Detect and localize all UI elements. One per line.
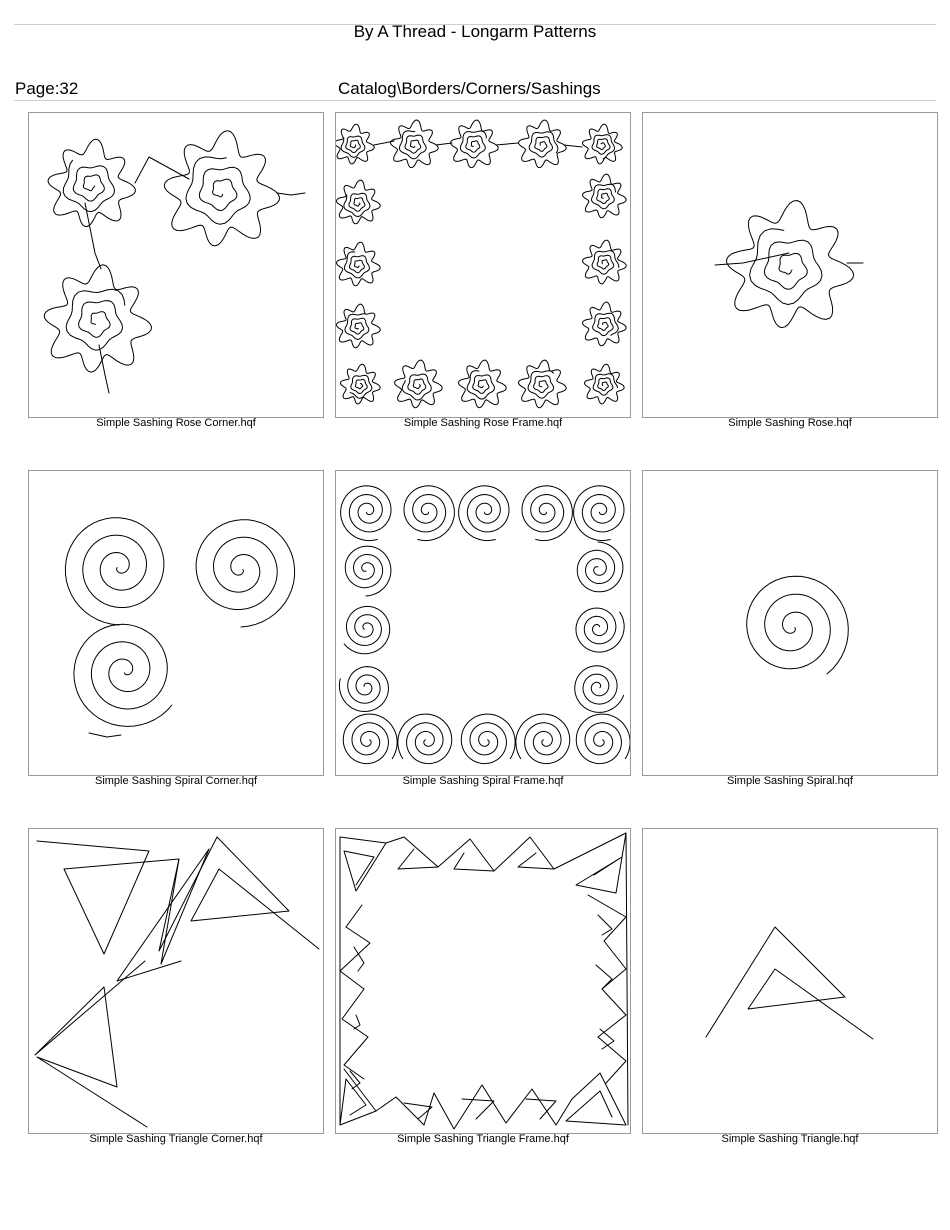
pattern-tile-triangle-frame[interactable] — [335, 828, 631, 1134]
rose-outline — [583, 174, 627, 218]
spiral-mark — [345, 546, 391, 596]
triangle-line — [600, 1029, 614, 1049]
rose-swirl — [341, 136, 365, 157]
spiral-drawing — [643, 471, 937, 775]
triangle-line — [340, 905, 370, 1079]
pattern-caption: Simple Sashing Triangle Frame.hqf — [397, 1133, 569, 1145]
triangle-line — [159, 837, 319, 951]
pattern-tile-rose[interactable] — [642, 112, 938, 418]
rose-connector — [436, 143, 452, 145]
rose-swirl — [345, 314, 369, 340]
rose-swirl — [593, 374, 617, 396]
rose-connector — [496, 143, 518, 145]
spiral-mark — [522, 486, 572, 541]
triangle-line — [340, 837, 386, 891]
pattern-tile-spiral-frame[interactable] — [335, 470, 631, 776]
triangle-frame-drawing — [336, 829, 630, 1133]
triangle-line — [35, 961, 147, 1127]
rose-drawing — [643, 113, 937, 417]
rose-swirl — [344, 193, 370, 216]
spiral-corner-drawing — [29, 471, 323, 775]
rose-swirl — [592, 135, 614, 159]
catalog-path: Catalog\Borders/Corners/Sashings — [338, 79, 601, 98]
rose-outline — [583, 302, 627, 346]
rose-connector — [564, 145, 582, 147]
spiral-mark — [404, 486, 454, 541]
rose-outline — [519, 360, 567, 408]
pattern-caption: Simple Sashing Rose Corner.hqf — [96, 417, 256, 429]
triangle-line — [404, 1103, 432, 1119]
spiral-mark — [516, 714, 570, 764]
pattern-tile-triangle[interactable] — [642, 828, 938, 1134]
spiral-mark — [577, 542, 623, 592]
triangle-corner-drawing — [29, 829, 323, 1133]
rose-outline — [337, 304, 381, 348]
rose-swirl — [186, 157, 250, 224]
triangle-line — [626, 833, 628, 1125]
rose-outline — [451, 120, 499, 168]
spiral-mark — [344, 606, 390, 653]
rose-outline — [44, 265, 151, 372]
spiral-mark — [65, 518, 163, 625]
rose-connector — [277, 193, 305, 195]
triangle-line — [588, 895, 626, 1083]
rose-outline — [336, 124, 374, 164]
triangle-line — [566, 1073, 626, 1125]
triangle-line — [438, 839, 494, 871]
triangle-line — [554, 833, 626, 893]
pattern-caption: Simple Sashing Spiral Frame.hqf — [402, 775, 564, 787]
triangle-line — [494, 837, 554, 871]
rose-corner-drawing — [29, 113, 323, 417]
triangle-line — [386, 837, 438, 869]
spiral-frame-drawing — [336, 471, 630, 775]
page-number: Page:32 — [15, 79, 79, 98]
pattern-caption: Simple Sashing Rose.hqf — [728, 417, 852, 429]
spiral-mark — [576, 714, 630, 764]
spiral-mark — [339, 667, 388, 712]
pattern-caption: Simple Sashing Spiral Corner.hqf — [94, 775, 258, 787]
rose-swirl — [528, 371, 554, 399]
page-title: By A Thread - Longarm Patterns — [353, 22, 597, 41]
rose-outline — [583, 124, 623, 164]
spiral-tail — [89, 733, 121, 737]
rose-swirl — [350, 375, 372, 398]
rose-swirl — [344, 252, 369, 278]
rose-connector — [99, 345, 109, 393]
pattern-caption: Simple Sashing Triangle Corner.hqf — [89, 1133, 263, 1145]
rose-outline — [584, 364, 624, 404]
rose-swirl — [592, 251, 619, 274]
rose-outline — [337, 242, 381, 286]
pattern-tile-spiral[interactable] — [642, 470, 938, 776]
rose-outline — [459, 360, 507, 408]
header-rule — [14, 100, 936, 101]
rose-outline — [391, 120, 439, 168]
spiral-mark — [341, 486, 391, 541]
rose-swirl — [593, 313, 619, 335]
rose-connector — [715, 253, 789, 265]
rose-outline — [48, 139, 135, 226]
rose-swirl — [592, 184, 616, 209]
pattern-tile-triangle-corner[interactable] — [28, 828, 324, 1134]
triangle-line — [706, 927, 873, 1039]
rose-outline — [583, 240, 627, 284]
spiral-mark — [343, 714, 397, 764]
spiral-mark — [196, 520, 295, 627]
rose-connector — [135, 157, 189, 183]
spiral-mark — [398, 714, 452, 764]
triangle-drawing — [643, 829, 937, 1133]
rose-outline — [395, 360, 443, 408]
rose-swirl — [460, 131, 486, 158]
rose-swirl — [467, 371, 494, 399]
rose-swirl — [400, 131, 427, 159]
pattern-caption: Simple Sashing Triangle.hqf — [721, 1133, 859, 1145]
rose-swirl — [63, 160, 114, 211]
triangle-line — [376, 1085, 572, 1129]
spiral-mark — [747, 576, 849, 674]
rose-outline — [519, 120, 567, 168]
triangle-line — [340, 1069, 376, 1125]
triangle-line — [354, 1015, 360, 1029]
pattern-tile-spiral-corner[interactable] — [28, 470, 324, 776]
spiral-mark — [576, 608, 624, 652]
rose-frame-drawing — [336, 113, 630, 417]
pattern-caption: Simple Sashing Spiral.hqf — [727, 775, 853, 787]
triangle-line — [596, 965, 612, 989]
triangle-line — [37, 841, 209, 981]
rose-outline — [727, 201, 854, 328]
spiral-mark — [459, 486, 509, 541]
pattern-caption: Simple Sashing Rose Frame.hqf — [403, 417, 563, 429]
spiral-mark — [574, 486, 624, 541]
rose-outline — [164, 131, 279, 246]
spiral-mark — [575, 666, 624, 713]
rose-swirl — [66, 289, 125, 350]
spiral-mark — [461, 714, 515, 764]
pattern-tile-rose-frame[interactable] — [335, 112, 631, 418]
rose-swirl — [529, 132, 558, 157]
rose-outline — [337, 180, 381, 224]
rose-swirl — [750, 229, 822, 305]
spiral-mark — [74, 624, 172, 726]
pattern-tile-rose-corner[interactable] — [28, 112, 324, 418]
rose-swirl — [402, 374, 431, 400]
triangle-line — [598, 915, 612, 935]
